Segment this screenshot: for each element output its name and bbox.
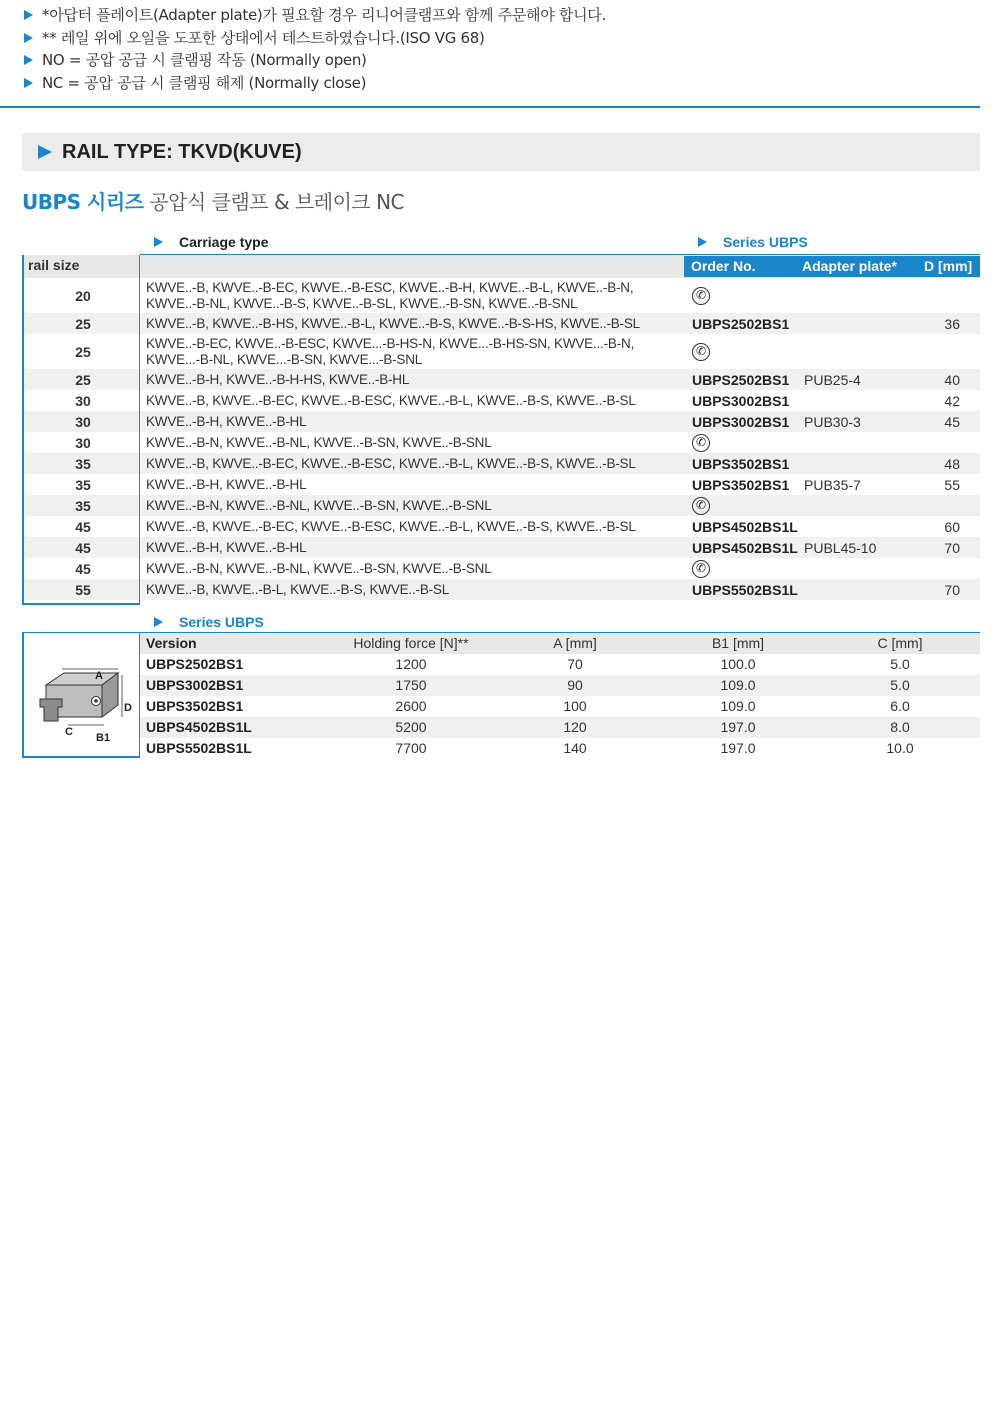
version-cell: UBPS3002BS1 <box>146 677 244 693</box>
rail-size-cell <box>22 474 140 495</box>
table-row <box>140 717 980 738</box>
dimension-series-label: Series UBPS <box>179 614 264 630</box>
order-header-band <box>684 256 980 277</box>
dimension-table-body <box>140 654 980 759</box>
order-no-cell-text: UBPS2502BS1 <box>692 315 790 332</box>
label-c: C <box>65 726 73 738</box>
order-no-cell-text: UBPS3502BS1 <box>692 455 790 472</box>
adapter-plate-cell-text: PUB25-4 <box>804 371 861 388</box>
order-no-cell-text: UBPS2502BS1 <box>692 371 790 388</box>
carriage-type-cell-text: KWVE..-B, KWVE..-B-EC, KWVE..-B-ESC, KWVE..-B-H, KWVE..-B-L, KWVE..-B-N, KWVE..-B-NL, KWVE..-B-S, KWVE..-B-SL, KWVE..-B-SN, KWVE..-B-SNL <box>146 279 634 311</box>
carriage-type-cell-text: KWVE..-B-N, KWVE..-B-NL, KWVE..-B-SN, KWVE..-B-SNL <box>146 434 492 450</box>
a-mm-header: A [mm] <box>553 635 597 651</box>
carriage-type-header <box>152 229 268 255</box>
rail-size-cell-text: 45 <box>75 560 91 577</box>
triangle-bullet-icon <box>154 237 163 247</box>
series-header-label: Series UBPS <box>723 234 808 250</box>
table-row <box>22 495 980 516</box>
b1-mm-cell: 100.0 <box>720 656 756 672</box>
table-row <box>22 453 980 474</box>
carriage-type-cell-text: KWVE..-B-N, KWVE..-B-NL, KWVE..-B-SN, KWVE..-B-SNL <box>146 497 492 513</box>
note-item <box>22 27 978 50</box>
column-header-row <box>22 255 980 278</box>
note-item <box>22 49 978 72</box>
c-mm-cell: 5.0 <box>890 656 910 672</box>
carriage-type-cell <box>146 313 680 334</box>
phone-contact-icon: ✆ <box>692 287 710 305</box>
dimension-series-header <box>140 612 980 632</box>
holding-force-cell: 1200 <box>395 656 427 672</box>
c-mm-cell: 8.0 <box>890 719 910 735</box>
adapter-plate-cell <box>804 537 876 558</box>
carriage-type-cell <box>146 537 680 558</box>
carriage-type-cell <box>146 516 680 537</box>
series-subtitle: 공압식 클램프 & 브레이크 NC <box>143 190 404 214</box>
carriage-type-cell <box>146 369 680 390</box>
holding-force-cell: 5200 <box>395 719 427 735</box>
rail-size-header: rail size <box>28 257 80 273</box>
rail-size-cell-text: 45 <box>75 539 91 556</box>
triangle-bullet-icon <box>24 55 33 65</box>
dimension-table <box>140 612 980 759</box>
b1-mm-cell: 109.0 <box>720 677 756 693</box>
order-no-cell <box>692 537 798 558</box>
triangle-bullet-icon <box>698 237 707 247</box>
d-mm-cell-text: 42 <box>944 392 960 409</box>
d-mm-cell-text: 36 <box>944 315 960 332</box>
table-row <box>22 474 980 495</box>
holding-force-cell: 2600 <box>395 698 427 714</box>
carriage-table-body <box>22 278 980 600</box>
table-row <box>22 537 980 558</box>
order-no-cell <box>692 558 710 579</box>
d-mm-header: D [mm] <box>924 258 973 274</box>
d-mm-cell <box>944 579 960 600</box>
note-item <box>22 4 978 27</box>
table-row <box>22 313 980 334</box>
triangle-bullet-icon <box>154 617 163 627</box>
version-cell: UBPS2502BS1 <box>146 656 244 672</box>
d-mm-cell <box>944 411 960 432</box>
d-mm-cell-text: 70 <box>944 581 960 598</box>
carriage-type-cell <box>146 432 680 453</box>
carriage-type-cell-text: KWVE..-B, KWVE..-B-EC, KWVE..-B-ESC, KWVE..-B-L, KWVE..-B-S, KWVE..-B-SL <box>146 455 636 471</box>
version-header: Version <box>146 635 197 651</box>
carriage-type-cell-text: KWVE..-B, KWVE..-B-L, KWVE..-B-S, KWVE..-B-SL <box>146 581 450 597</box>
d-mm-cell <box>944 516 960 537</box>
carriage-type-cell-text: KWVE..-B, KWVE..-B-EC, KWVE..-B-ESC, KWVE..-B-L, KWVE..-B-S, KWVE..-B-SL <box>146 518 636 534</box>
note-text: ** 레일 위에 오일을 도포한 상태에서 테스트하였습니다.(ISO VG 68) <box>42 28 485 47</box>
label-b1: B1 <box>96 732 111 743</box>
table-row <box>140 738 980 759</box>
rail-size-cell-text: 45 <box>75 518 91 535</box>
rail-size-cell <box>22 432 140 453</box>
order-no-cell-text: UBPS3002BS1 <box>692 413 790 430</box>
note-text: *아답터 플레이트(Adapter plate)가 필요할 경우 리니어클램프와 함께 주문해야 합니다. <box>42 6 606 24</box>
carriage-type-cell <box>146 278 680 313</box>
a-mm-cell: 120 <box>563 719 587 735</box>
clamp-diagram-cell <box>22 632 140 758</box>
table-row <box>140 696 980 717</box>
order-no-cell-text: UBPS3502BS1 <box>692 476 790 493</box>
adapter-plate-cell-text: PUB35-7 <box>804 476 861 493</box>
rail-size-cell <box>22 334 140 369</box>
triangle-bullet-icon <box>38 145 52 159</box>
series-header <box>696 229 808 255</box>
order-no-cell-text: UBPS3002BS1 <box>692 392 790 409</box>
table-row <box>22 432 980 453</box>
table-row <box>22 516 980 537</box>
rail-size-cell-text: 35 <box>75 476 91 493</box>
adapter-plate-cell <box>804 369 861 390</box>
rail-size-cell <box>22 390 140 411</box>
d-mm-cell <box>944 313 960 334</box>
rail-size-cell-text: 25 <box>75 371 91 388</box>
section-divider <box>0 106 980 108</box>
d-mm-cell-text: 55 <box>944 476 960 493</box>
phone-contact-icon: ✆ <box>692 497 710 515</box>
adapter-plate-header: Adapter plate* <box>802 258 897 274</box>
table-row <box>22 558 980 579</box>
order-no-cell <box>692 313 789 334</box>
triangle-bullet-icon <box>24 10 33 20</box>
order-no-cell-text: UBPS4502BS1L <box>692 539 798 556</box>
order-no-cell <box>692 334 710 369</box>
note-text: NC = 공압 공급 시 클램핑 해제 (Normally close) <box>42 73 367 92</box>
version-cell: UBPS4502BS1L <box>146 719 252 735</box>
c-mm-header: C [mm] <box>877 635 923 651</box>
order-no-cell <box>692 369 789 390</box>
note-text: NO = 공압 공급 시 클램핑 작동 (Normally open) <box>42 51 367 69</box>
carriage-type-cell-text: KWVE..-B-H, KWVE..-B-HL <box>146 539 307 555</box>
rail-size-cell <box>22 558 140 579</box>
d-mm-cell-text: 40 <box>944 371 960 388</box>
carriage-type-cell-text: KWVE..-B-H, KWVE..-B-HL <box>146 476 307 492</box>
rail-size-cell-text: 30 <box>75 434 91 451</box>
order-no-cell-text: UBPS5502BS1L <box>692 581 798 598</box>
c-mm-cell: 10.0 <box>886 740 914 756</box>
rail-size-cell <box>22 537 140 558</box>
rail-size-cell <box>22 411 140 432</box>
carriage-type-cell <box>146 558 680 579</box>
holding-force-header: Holding force [N]** <box>353 635 469 651</box>
order-no-cell <box>692 453 789 474</box>
d-mm-cell <box>944 369 960 390</box>
rail-type-bar <box>22 133 980 171</box>
triangle-bullet-icon <box>24 78 33 88</box>
c-mm-cell: 5.0 <box>890 677 910 693</box>
a-mm-cell: 100 <box>563 698 587 714</box>
rail-size-cell-text: 55 <box>75 581 91 598</box>
label-d: D <box>124 702 132 714</box>
c-mm-cell: 6.0 <box>890 698 910 714</box>
series-brand: UBPS 시리즈 <box>22 190 144 214</box>
order-no-cell <box>692 474 789 495</box>
b1-mm-cell: 109.0 <box>720 698 756 714</box>
rail-size-cell-text: 30 <box>75 413 91 430</box>
table-row <box>22 411 980 432</box>
order-no-cell-text: UBPS4502BS1L <box>692 518 798 535</box>
rail-size-cell <box>22 313 140 334</box>
dimension-column-header <box>140 633 980 654</box>
order-no-header: Order No. <box>691 258 756 274</box>
carriage-table-header <box>22 229 980 255</box>
adapter-plate-cell-text: PUB30-3 <box>804 413 861 430</box>
carriage-type-cell <box>146 474 680 495</box>
d-mm-cell-text: 60 <box>944 518 960 535</box>
b1-mm-cell: 197.0 <box>720 740 756 756</box>
carriage-type-cell <box>146 334 680 369</box>
carriage-type-cell <box>146 390 680 411</box>
rail-size-cell-text: 25 <box>75 343 91 360</box>
table-row <box>22 579 980 600</box>
holding-force-cell: 7700 <box>395 740 427 756</box>
b1-mm-header: B1 [mm] <box>711 635 765 651</box>
table-row <box>22 369 980 390</box>
version-cell: UBPS5502BS1L <box>146 740 252 756</box>
carriage-type-cell-text: KWVE..-B, KWVE..-B-HS, KWVE..-B-L, KWVE..-B-S, KWVE..-B-S-HS, KWVE..-B-SL <box>146 315 640 331</box>
a-mm-cell: 90 <box>567 677 583 693</box>
adapter-plate-cell <box>804 474 861 495</box>
rail-size-cell <box>22 579 140 600</box>
carriage-type-label: Carriage type <box>179 234 269 250</box>
d-mm-cell <box>944 537 960 558</box>
order-no-cell <box>692 390 789 411</box>
triangle-bullet-icon <box>24 33 33 43</box>
carriage-type-cell <box>146 495 680 516</box>
holding-force-cell: 1750 <box>395 677 427 693</box>
rail-size-cell-text: 30 <box>75 392 91 409</box>
carriage-type-cell <box>146 453 680 474</box>
b1-mm-cell: 197.0 <box>720 719 756 735</box>
rail-size-cell <box>22 453 140 474</box>
rail-size-cell <box>22 516 140 537</box>
carriage-type-cell-text: KWVE..-B-EC, KWVE..-B-ESC, KWVE...-B-HS-N, KWVE...-B-HS-SN, KWVE...-B-N, KWVE...-B-NL, KWVE...-B-SN, KWVE...-B-SNL <box>146 335 635 367</box>
label-a: A <box>95 670 103 682</box>
d-mm-cell <box>944 453 960 474</box>
carriage-type-cell-text: KWVE..-B-H, KWVE..-B-H-HS, KWVE..-B-HL <box>146 371 410 387</box>
order-no-cell <box>692 432 710 453</box>
version-cell: UBPS3502BS1 <box>146 698 244 714</box>
rail-size-cell <box>22 278 140 313</box>
rail-size-cell-text: 35 <box>75 497 91 514</box>
carriage-table <box>22 229 980 600</box>
table-row <box>22 334 980 369</box>
a-mm-cell: 140 <box>563 740 587 756</box>
carriage-type-cell-text: KWVE..-B, KWVE..-B-EC, KWVE..-B-ESC, KWVE..-B-L, KWVE..-B-S, KWVE..-B-SL <box>146 392 636 408</box>
table-row <box>140 654 980 675</box>
table-row <box>22 278 980 313</box>
phone-contact-icon: ✆ <box>692 343 710 361</box>
rail-size-cell-text: 25 <box>75 315 91 332</box>
phone-contact-icon: ✆ <box>692 560 710 578</box>
rail-type-title: RAIL TYPE: TKVD(KUVE) <box>62 140 302 163</box>
adapter-plate-cell <box>804 411 861 432</box>
carriage-type-cell-text: KWVE..-B-N, KWVE..-B-NL, KWVE..-B-SN, KWVE..-B-SNL <box>146 560 492 576</box>
carriage-type-cell-text: KWVE..-B-H, KWVE..-B-HL <box>146 413 307 429</box>
order-no-cell <box>692 495 710 516</box>
d-mm-cell-text: 70 <box>944 539 960 556</box>
carriage-type-cell <box>146 411 680 432</box>
d-mm-cell-text: 45 <box>944 413 960 430</box>
carriage-type-cell <box>146 579 680 600</box>
table-row <box>22 390 980 411</box>
rail-size-cell <box>22 369 140 390</box>
d-mm-cell <box>944 474 960 495</box>
rail-size-cell-text: 35 <box>75 455 91 472</box>
series-title <box>22 186 404 215</box>
rail-size-cell <box>22 495 140 516</box>
table-row <box>140 675 980 696</box>
adapter-plate-cell-text: PUBL45-10 <box>804 539 877 556</box>
order-no-cell <box>692 411 789 432</box>
clamp-dimension-diagram <box>32 659 136 743</box>
d-mm-cell <box>944 390 960 411</box>
note-item <box>22 72 978 95</box>
order-no-cell <box>692 579 798 600</box>
phone-contact-icon: ✆ <box>692 434 710 452</box>
rail-size-cell-text: 20 <box>75 287 91 304</box>
d-mm-cell-text: 48 <box>944 455 960 472</box>
a-mm-cell: 70 <box>567 656 583 672</box>
notes-list <box>22 4 978 94</box>
order-no-cell <box>692 516 798 537</box>
order-no-cell <box>692 278 710 313</box>
